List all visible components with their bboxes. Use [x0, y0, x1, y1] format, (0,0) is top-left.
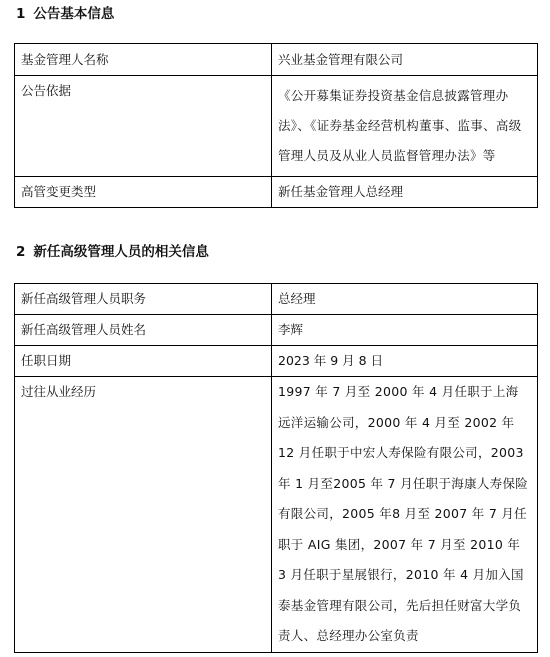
- row-label: 公告依据: [15, 76, 272, 177]
- table-row: [15, 377, 538, 653]
- row-label: 基金管理人名称: [15, 44, 272, 76]
- table-row: [15, 177, 538, 208]
- row-value: 《公开募集证券投资基金信息披露管理办法》、《证券基金经营机构董事、监事、高级管理人员及从业人员监督管理办法》等: [272, 76, 538, 177]
- table-row: [15, 315, 538, 346]
- row-value: 兴业基金管理有限公司: [272, 44, 538, 76]
- row-value: 李辉: [272, 315, 538, 346]
- table-row: [15, 346, 538, 377]
- basic-info-table: [14, 43, 538, 208]
- row-label: 任职日期: [15, 346, 272, 377]
- section-2-number: 2: [16, 244, 26, 260]
- section-2-title-text: 新任高级管理人员的相关信息: [33, 244, 209, 260]
- section-2-title: [16, 243, 209, 261]
- table-row: [15, 44, 538, 76]
- new-executive-table: [14, 283, 538, 653]
- section-1-title-text: 公告基本信息: [33, 6, 115, 22]
- row-value: 新任基金管理人总经理: [272, 177, 538, 208]
- row-label: 新任高级管理人员姓名: [15, 315, 272, 346]
- row-value: 总经理: [272, 284, 538, 315]
- section-1-title: [16, 5, 114, 23]
- row-label: 新任高级管理人员职务: [15, 284, 272, 315]
- table-row: [15, 76, 538, 177]
- row-label: 过往从业经历: [15, 377, 272, 653]
- row-value: 2023 年 9 月 8 日: [272, 346, 538, 377]
- row-value: 1997 年 7 月至 2000 年 4 月任职于上海远洋运输公司，2000 年 4 月至 2002 年 12 月任职于中宏人寿保险有限公司，2003 年 1 月至2005 年 7 月任职于海康人寿保险有限公司，2005 年8 月至 2007 年 7 月任职于 AIG 集团，2007 年 7 月至 2010 年 3 月任职于星展银行，2010 年 4 月加入国泰基金管理有限公司，先后担任财富大学负责人、总经理办公室负责: [272, 377, 538, 653]
- row-label: 高管变更类型: [15, 177, 272, 208]
- table-row: [15, 284, 538, 315]
- section-1-number: 1: [16, 6, 26, 22]
